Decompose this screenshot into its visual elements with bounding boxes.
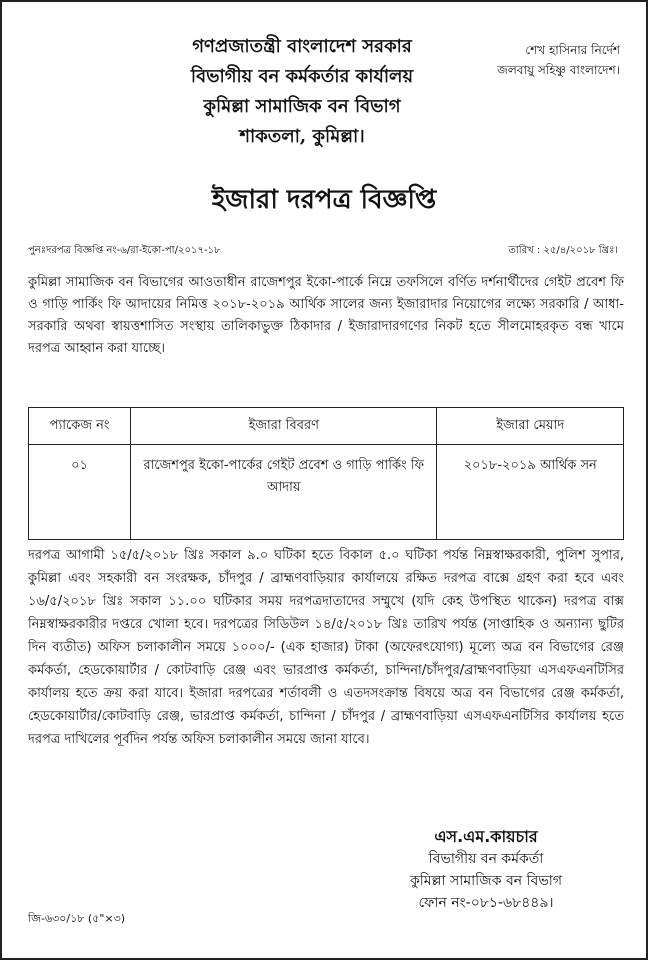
memo-number: পুনঃদরপত্র বিজ্ঞপ্তি নং-৬/রা-ইকো-পা/২০১৭-১৮ [28, 245, 221, 256]
signatory-designation: বিভাগীয় বন কর্মকর্তা [428, 851, 544, 867]
slogan [450, 40, 620, 80]
office-line-address: শাকতলা, কুমিল্লা। [239, 126, 365, 147]
cell-lease-period: ২০১৮-২০১৯ আর্থিক সন [437, 445, 624, 540]
signatory-office: কুমিল্লা সামাজিক বন বিভাগ [409, 873, 563, 889]
notice-title: ইজারা দরপত্র বিজ্ঞপ্তি [211, 185, 437, 215]
header-lease-description: ইজারা বিবরণ [131, 408, 437, 445]
table-header-row [29, 408, 624, 445]
intro-paragraph: কুমিল্লা সামাজিক বন বিভাগের আওতাধীন রাজেশপুর ইকো-পার্কে নিম্নে তফসিলে বর্ণিত দর্শনার্থীদের গেইট প্রবেশ ফি ও গাড়ি পার্কিং ফি আদায়ের নিমিত্ত ২০১৮-২০১৯ আর্থিক সালের জন্য ইজারাদার নিয়োগের লক্ষ্যে সরকারি / আধা-সরকারি অথবা স্বায়ত্তশাসিত সংস্থায় তালিকাভুক্ত ঠিকাদার / ইজারাদারগণের নিকট হতে সীলমোহরকৃত বন্ধ খামে দরপত্র আহ্বান করা যাচ্ছে। [28, 275, 624, 356]
signatory-name: এস.এম.কায়চার [434, 827, 538, 846]
office-line-forest-division: কুমিল্লা সামাজিক বন বিভাগ [203, 96, 401, 117]
issuing-office-header [152, 32, 452, 152]
memo-date: তারিখ : ২৫/৪/২০১৮ খ্রিঃ। [508, 245, 618, 256]
office-line-government: গণপ্রজাতন্ত্রী বাংলাদেশ সরকার [192, 36, 412, 57]
signature-block [366, 826, 606, 914]
memo-line [28, 242, 618, 260]
signatory-phone: ফোন নং-০৮১-৬৮৪৪৯। [418, 895, 554, 911]
publication-code: জি-৬৩০/১৮ (৫"×৩) [28, 912, 126, 925]
cell-lease-description: রাজেশপুর ইকো-পার্কের গেইট প্রবেশ ও গাড়ি পার্কিং ফি আদায় [131, 445, 437, 540]
tender-table [28, 407, 624, 540]
slogan-line-1: শেখ হাসিনার নির্দেশ [525, 43, 620, 57]
slogan-line-2: জলবায়ু সহিষ্ণু বাংলাদেশ। [497, 63, 620, 77]
body-paragraph: দরপত্র আগামী ১৫/৫/২০১৮ খ্রিঃ সকাল ৯.০ ঘটিকা হতে বিকাল ৫.০ ঘটিকা পর্যন্ত নিম্নস্বাক্ষরকারী, পুলিশ সুপার, কুমিল্লা এবং সহকারী বন সংরক্ষক, চাঁদপুর / ব্রাহ্মণবাড়িয়ার কার্যালয়ে রক্ষিত দরপত্র বাক্সে গ্রহণ করা হবে এবং ১৬/৫/২০১৮ খ্রিঃ সকাল ১১.০০ ঘটিকার সময় দরপত্রদাতাদের সম্মুখে (যদি কেহ উপস্থিত থাকেন) দরপত্র বাক্স নিম্নস্বাক্ষরকারীর দপ্তরে খোলা হবে। দরপত্রের সিডিউল ১৪/৫/২০১৮ খ্রিঃ তারিখ পর্যন্ত (সাপ্তাহিক ও অন্যান্য ছুটির দিন ব্যতীত) অফিস চলাকালীন সময়ে ১০০০/- (এক হাজার) টাকা (অফেরৎযোগ্য) মূল্যে অত্র বন বিভাগের রেঞ্জ কর্মকর্তা, হেডকোয়ার্টার / কোটবাড়ি রেঞ্জ এবং ভারপ্রাপ্ত কর্মকর্তা, চান্দিনা/চাঁদপুর/ব্রাহ্মণবাড়িয়া এসএফএনটিসির কার্যালয় হতে ক্রয় করা যাবে। ইজারা দরপত্রের শর্তাবলী ও এতদসংক্রান্ত বিষয়ে অত্র বন বিভাগের রেঞ্জ কর্মকর্তা, হেডকোয়ার্টার/কোটবাড়ি রেঞ্জ, ভারপ্রাপ্ত কর্মকর্তা, চান্দিনা / চাঁদপুর / ব্রাহ্মণবাড়িয়া এসএফএনটিসির কার্যালয় হতে দরপত্র দাখিলের পূর্বদিন পর্যন্ত অফিস চলাকালীন সময়ে জানা যাবে। [28, 548, 624, 747]
office-line-divisional-officer: বিভাগীয় বন কর্মকর্তার কার্যালয় [190, 66, 414, 87]
header-lease-period: ইজারা মেয়াদ [437, 408, 624, 445]
header-package-no: প্যাকেজ নং [29, 408, 131, 445]
table-row [29, 445, 624, 540]
cell-package-no: ০১ [29, 445, 131, 540]
